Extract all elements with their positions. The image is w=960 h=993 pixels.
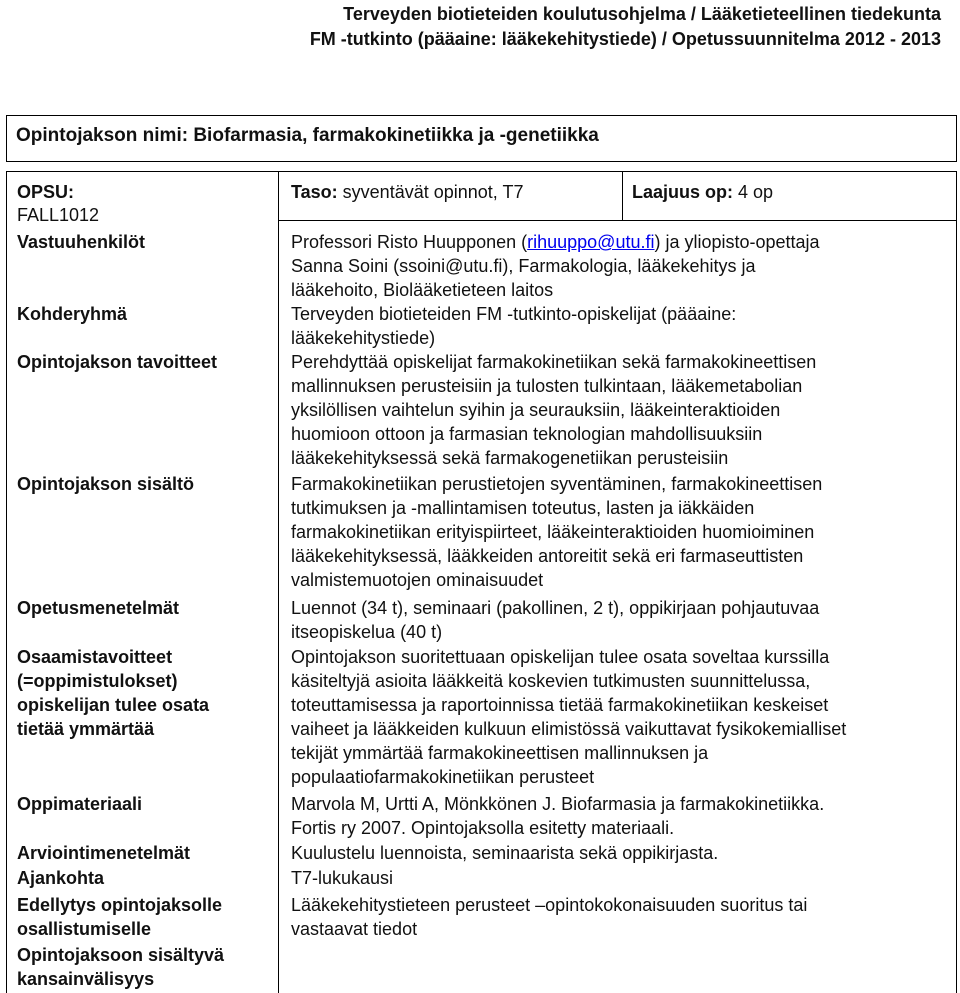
sisalto-value: [291, 472, 931, 592]
vastuu-line1: [291, 230, 931, 254]
vastuu-label: Vastuuhenkilöt: [17, 232, 146, 252]
kohde-value: [291, 302, 931, 350]
osaamis-line5: tekijät ymmärtää farmakokineettisen mallinnuksen ja: [291, 743, 709, 763]
edellytys-line1: Lääkekehitystieteen perusteet –opintokokonaisuuden suoritus tai: [291, 895, 808, 915]
taso-value: syventävät opinnot, T7: [337, 182, 524, 202]
osaamis-value: [291, 645, 931, 789]
sisalto-line1: Farmakokinetiikan perustietojen syventäminen, farmakokineettisen: [291, 474, 823, 494]
oppimateriaali-value: [291, 792, 931, 840]
osaamis-label4: tietää ymmärtää: [17, 719, 155, 739]
sisalto-line4: lääkekehityksessä, lääkkeiden antoreitit sekä eri farmaseuttisten: [291, 546, 804, 566]
opetus-line1: Luennot (34 t), seminaari (pakollinen, 2 t), oppikirjaan pohjautuvaa: [291, 598, 820, 618]
kansainv-label2: kansainvälisyys: [17, 969, 155, 989]
vastuu-line3: lääkehoito, Biolääketieteen laitos: [291, 280, 554, 300]
tavoitteet-line3: yksilöllisen vaihtelun syihin ja seurauksiin, lääkeinteraktioiden: [291, 400, 781, 420]
course-title-box: [6, 115, 957, 162]
opsu-label: OPSU:: [17, 182, 75, 202]
sisalto-line5: valmistemuotojen ominaisuudet: [291, 570, 544, 590]
edellytys-label2: osallistumiselle: [17, 919, 152, 939]
edellytys-line2: vastaavat tiedot: [291, 919, 418, 939]
vastuu-line2: Sanna Soini (ssoini@utu.fi), Farmakologia, lääkekehitys ja: [291, 256, 756, 276]
kansainv-label1: Opintojaksoon sisältyvä: [17, 945, 225, 965]
sisalto-label: Opintojakson sisältö: [17, 474, 195, 494]
opetus-label: Opetusmenetelmät: [17, 598, 180, 618]
tavoitteet-line2: mallinnuksen perusteisiin ja tulosten tulkintaan, lääkemetabolian: [291, 376, 803, 396]
ajankohta-value: T7-lukukausi: [291, 868, 394, 888]
osaamis-label: [17, 645, 209, 741]
vastuu-text-a: Professori Risto Huupponen (: [291, 232, 528, 252]
sisalto-line3: farmakokinetiikan erityispiirteet, lääkeinteraktioiden huomioiminen: [291, 522, 815, 542]
tavoitteet-line1: Perehdyttää opiskelijat farmakokinetiikan sekä farmakokineettisen: [291, 352, 817, 372]
kohde-line1: Terveyden biotieteiden FM -tutkinto-opiskelijat (pääaine:: [291, 304, 737, 324]
tavoitteet-value: [291, 350, 931, 470]
ajankohta-label: Ajankohta: [17, 868, 105, 888]
arviointi-value: Kuulustelu luennoista, seminaarista sekä oppikirjasta.: [291, 843, 719, 863]
vastuu-value: [291, 230, 931, 302]
opsu-code: FALL1012: [17, 205, 100, 225]
column-divider: [278, 171, 279, 993]
kohde-line2: lääkekehitystiede): [291, 328, 436, 348]
osaamis-line6: populaatiofarmakokinetiikan perusteet: [291, 767, 595, 787]
course-title: Opintojakson nimi: Biofarmasia, farmakokinetiikka ja -genetiikka: [16, 125, 599, 146]
osaamis-line3: toteuttamisessa ja raportoinnissa tietää farmakokinetiikan keskeiset: [291, 695, 829, 715]
oppimateriaali-label: Oppimateriaali: [17, 794, 143, 814]
kansainv-label: [17, 943, 224, 991]
osaamis-label2: (=oppimistulokset): [17, 671, 178, 691]
program-header: Terveyden biotieteiden koulutusohjelma / Lääketieteellinen tiedekunta: [343, 4, 941, 24]
email-link[interactable]: rihuuppo@utu.fi: [527, 232, 655, 252]
edellytys-label: [17, 893, 222, 941]
tavoitteet-label: Opintojakson tavoitteet: [17, 352, 218, 372]
oppimateriaali-line2: Fortis ry 2007. Opintojaksolla esitetty materiaali.: [291, 818, 675, 838]
opetus-value: [291, 596, 931, 644]
edellytys-label1: Edellytys opintojaksolle: [17, 895, 223, 915]
vastuu-text-b: ) ja yliopisto-opettaja: [654, 232, 820, 252]
opetus-line2: itseopiskelua (40 t): [291, 622, 443, 642]
row-divider: [278, 220, 957, 221]
osaamis-label3: opiskelijan tulee osata: [17, 695, 210, 715]
kohde-label: Kohderyhmä: [17, 304, 128, 324]
taso-label: Taso:: [291, 182, 338, 202]
osaamis-line4: vaiheet ja lääkkeiden kulkuun elimistössä vaikuttavat fysikokemialliset: [291, 719, 847, 739]
laajuus-label: Laajuus op:: [632, 182, 734, 202]
degree-header: FM -tutkinto (pääaine: lääkekehitystiede) / Opetussuunnitelma 2012 - 2013: [309, 29, 941, 49]
tavoitteet-line5: lääkekehityksessä sekä farmakogenetiikan perusteisiin: [291, 448, 729, 468]
osaamis-label1: Osaamistavoitteet: [17, 647, 173, 667]
tavoitteet-line4: huomioon ottoon ja farmasian teknologian mahdollisuuksiin: [291, 424, 763, 444]
osaamis-line2: käsiteltyjä asioita lääkkeitä koskevien tutkimusten suunnittelussa,: [291, 671, 811, 691]
osaamis-line1: Opintojakson suoritettuaan opiskelijan tulee osata soveltaa kurssilla: [291, 647, 830, 667]
sisalto-line2: tutkimuksen ja -mallintamisen toteutus, lasten ja iäkkäiden: [291, 498, 755, 518]
laajuus-value: 4 op: [733, 182, 774, 202]
laajuus-cell: [632, 180, 952, 204]
arviointi-label: Arviointimenetelmät: [17, 843, 191, 863]
oppimateriaali-line1: Marvola M, Urtti A, Mönkkönen J. Biofarmasia ja farmakokinetiikka.: [291, 794, 825, 814]
edellytys-value: [291, 893, 931, 941]
